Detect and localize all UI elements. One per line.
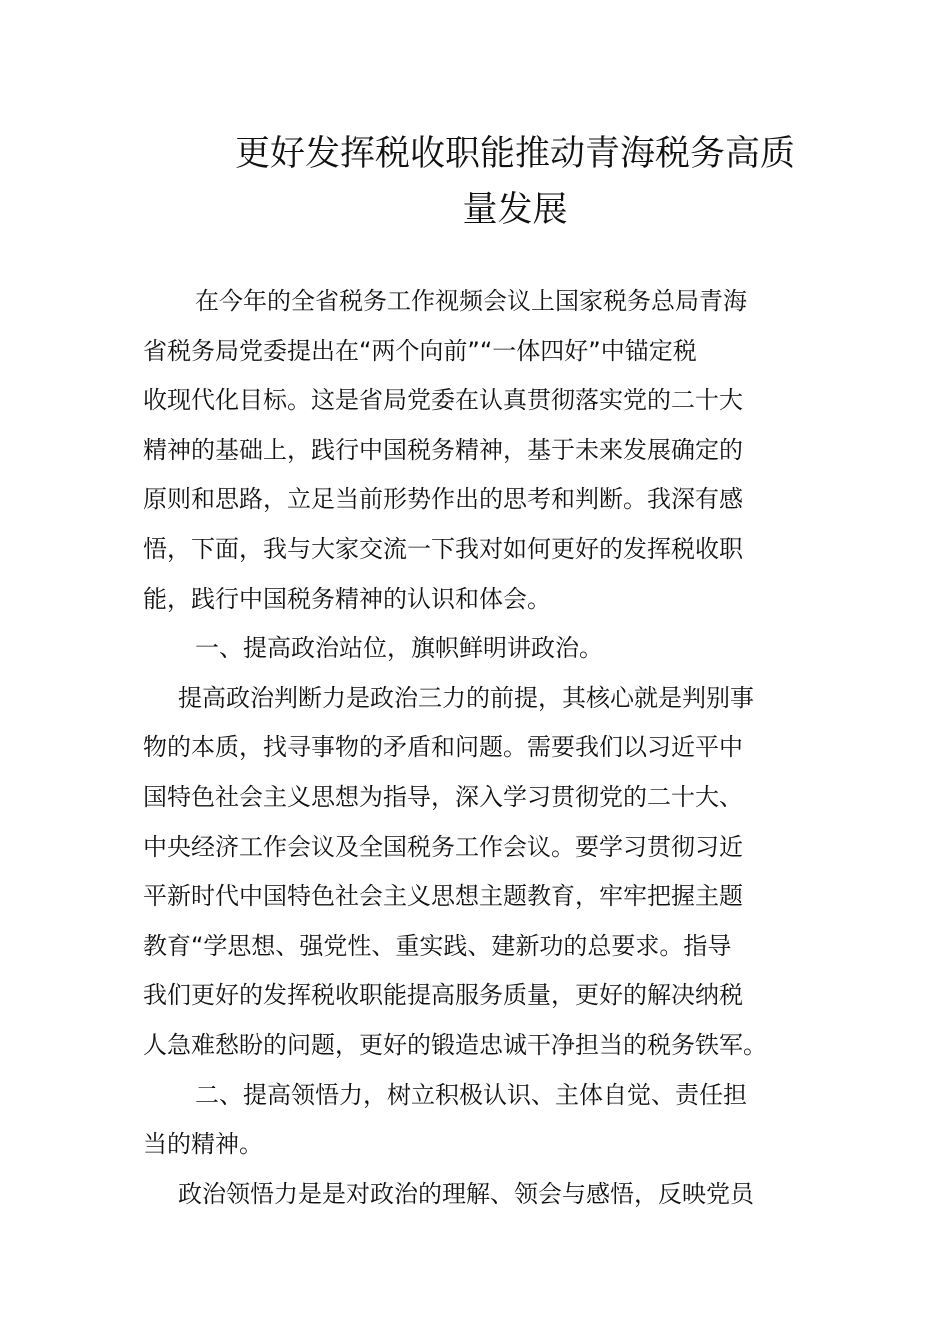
paragraph-1-line-6: 悟，下面，我与大家交流一下我对如何更好的发挥税收职 (143, 534, 743, 563)
section-heading-1: 一、提高政治站位，旗帜鲜明讲政治。 (195, 634, 603, 663)
paragraph-1-line-3: 收现代化目标。这是省局党委在认真贯彻落实党的二十大 (143, 386, 743, 415)
paragraph-2-line-1: 提高政治判断力是政治三力的前提，其核心就是判别事 (178, 683, 754, 712)
paragraph-2-line-5: 平新时代中国特色社会主义思想主题教育，牢牢把握主题 (143, 882, 743, 911)
document-body (143, 277, 813, 1219)
paragraph-1-line-5: 原则和思路，立足当前形势作出的思考和判断。我深有感 (143, 485, 743, 514)
paragraph-1-line-7: 能，践行中国税务精神的认识和体会。 (143, 584, 551, 613)
title-line-1: 更好发挥税收职能推动青海税务高质 (234, 134, 795, 174)
paragraph-1-line-2: 省税务局党委提出在“两个向前”“一体四好”中锚定税 (143, 336, 697, 365)
paragraph-2-line-6: 教育“学思想、强党性、重实践、建新功的总要求。指导 (143, 931, 732, 960)
paragraph-2-line-7: 我们更好的发挥税收职能提高服务质量，更好的解决纳税 (143, 981, 743, 1010)
section-heading-2-line-2: 当的精神。 (143, 1130, 263, 1159)
paragraph-2-line-3: 国特色社会主义思想为指导，深入学习贯彻党的二十大、 (143, 782, 743, 811)
title-line-2: 量发展 (462, 190, 568, 230)
paragraph-2-line-8: 人急难愁盼的问题，更好的锻造忠诚干净担当的税务铁军。 (143, 1030, 767, 1059)
paragraph-1-line-1: 在今年的全省税务工作视频会议上国家税务总局青海 (195, 287, 747, 315)
section-heading-2-line-1: 二、提高领悟力，树立积极认识、主体自觉、责任担 (195, 1080, 747, 1109)
paragraph-2-line-2: 物的本质，找寻事物的矛盾和问题。需要我们以习近平中 (143, 733, 743, 762)
paragraph-1-line-4: 精神的基础上，践行中国税务精神，基于未来发展确定的 (143, 435, 743, 464)
paragraph-2-line-4: 中央经济工作会议及全国税务工作会议。要学习贯彻习近 (143, 832, 743, 861)
paragraph-3-line-1: 政治领悟力是是对政治的理解、领会与感悟，反映党员 (178, 1179, 754, 1208)
document-title (205, 126, 825, 238)
